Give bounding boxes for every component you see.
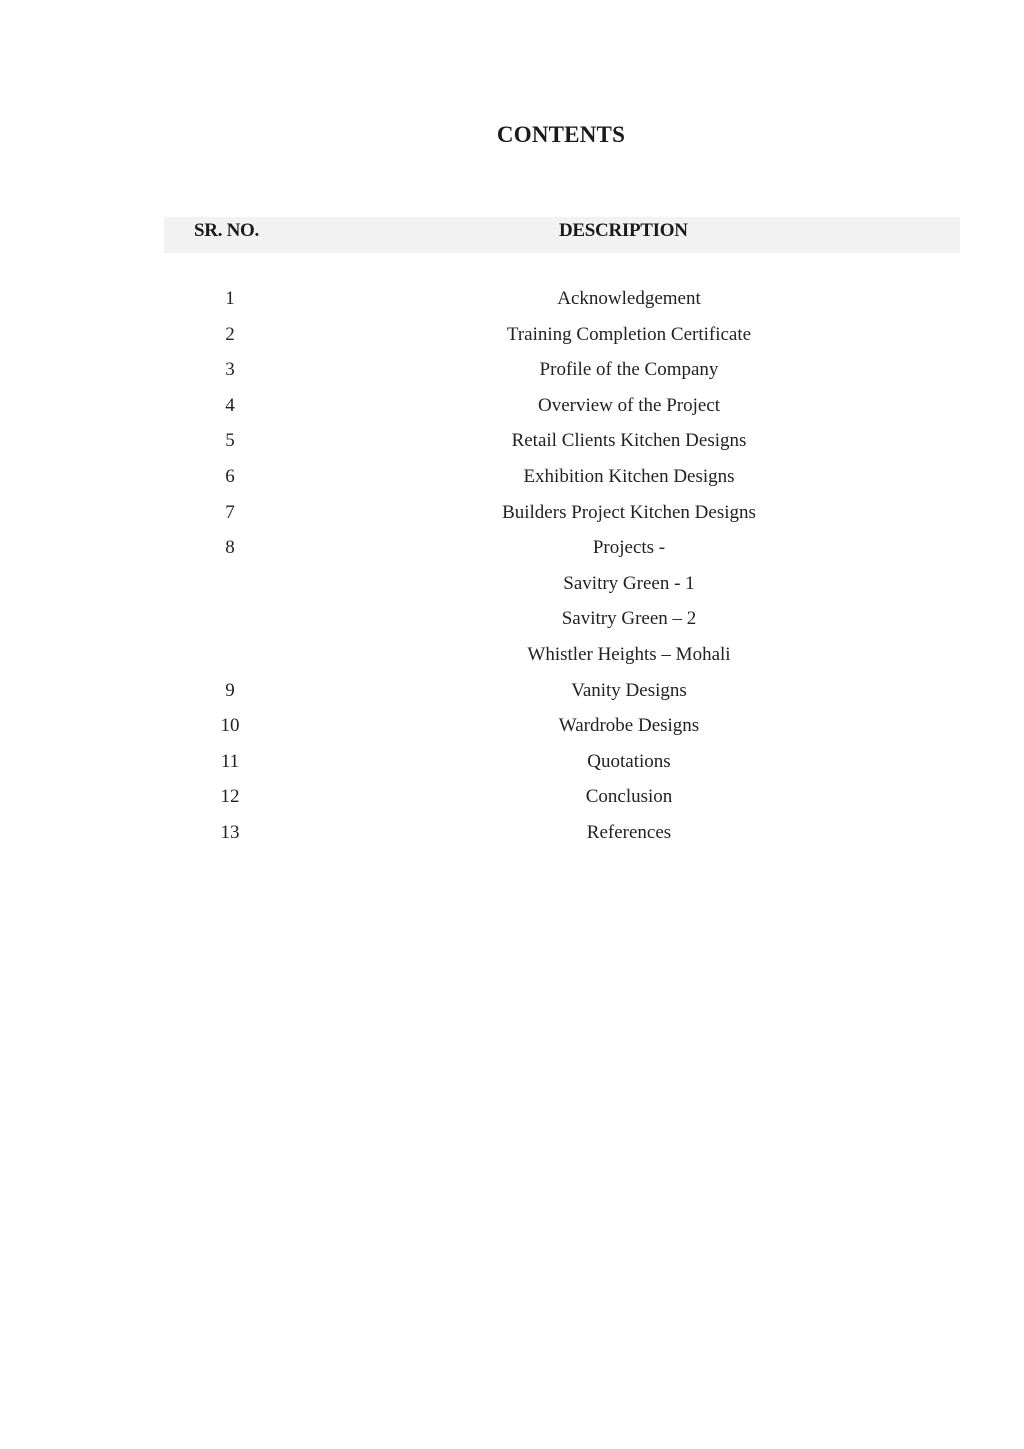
row-description: Profile of the Company — [539, 359, 719, 381]
table-row — [164, 746, 960, 782]
row-description: Wardrobe Designs — [558, 715, 700, 737]
row-number: 5 — [225, 430, 235, 452]
row-number: 11 — [220, 750, 240, 772]
row-description: Builders Project Kitchen Designs — [502, 501, 756, 523]
row-number: 7 — [225, 501, 235, 523]
row-number: 8 — [225, 537, 235, 559]
row-number: 1 — [225, 288, 235, 309]
sr-no-header: SR. NO. — [194, 220, 259, 241]
row-number: 6 — [225, 465, 235, 487]
row-description: Overview of the Project — [537, 394, 721, 416]
table-row — [164, 675, 960, 711]
row-description: Retail Clients Kitchen Designs — [511, 430, 747, 452]
table-row — [164, 603, 960, 639]
row-description: Conclusion — [585, 786, 673, 808]
row-description: Acknowledgement — [557, 288, 701, 309]
table-header — [164, 217, 960, 253]
row-description: Savitry Green – 2 — [561, 608, 697, 630]
table-row — [164, 425, 960, 461]
row-description: Savitry Green - 1 — [563, 572, 695, 594]
row-description: Whistler Heights – Mohali — [527, 643, 731, 665]
table-row — [164, 781, 960, 817]
row-description: Exhibition Kitchen Designs — [523, 465, 735, 487]
row-description: Training Completion Certificate — [506, 323, 752, 345]
table-body — [164, 283, 960, 853]
row-number: 4 — [225, 394, 235, 416]
table-row — [164, 497, 960, 533]
table-row — [164, 532, 960, 568]
row-description: Projects - — [592, 537, 666, 559]
table-row — [164, 568, 960, 604]
row-number: 3 — [225, 359, 235, 381]
table-row — [164, 354, 960, 390]
table-row — [164, 710, 960, 746]
page-title: CONTENTS — [496, 122, 626, 147]
table-row — [164, 817, 960, 853]
table-row — [164, 639, 960, 675]
table-row — [164, 390, 960, 426]
table-row — [164, 461, 960, 497]
row-description: Quotations — [587, 750, 671, 772]
row-description: Vanity Designs — [571, 679, 687, 701]
table-row — [164, 319, 960, 355]
row-number: 12 — [220, 786, 240, 808]
description-header: DESCRIPTION — [559, 220, 688, 241]
table-row — [164, 283, 960, 319]
row-description: References — [586, 821, 672, 843]
row-number: 2 — [225, 323, 235, 345]
row-number: 10 — [220, 715, 240, 737]
row-number: 9 — [225, 679, 235, 701]
row-number: 13 — [220, 821, 240, 843]
